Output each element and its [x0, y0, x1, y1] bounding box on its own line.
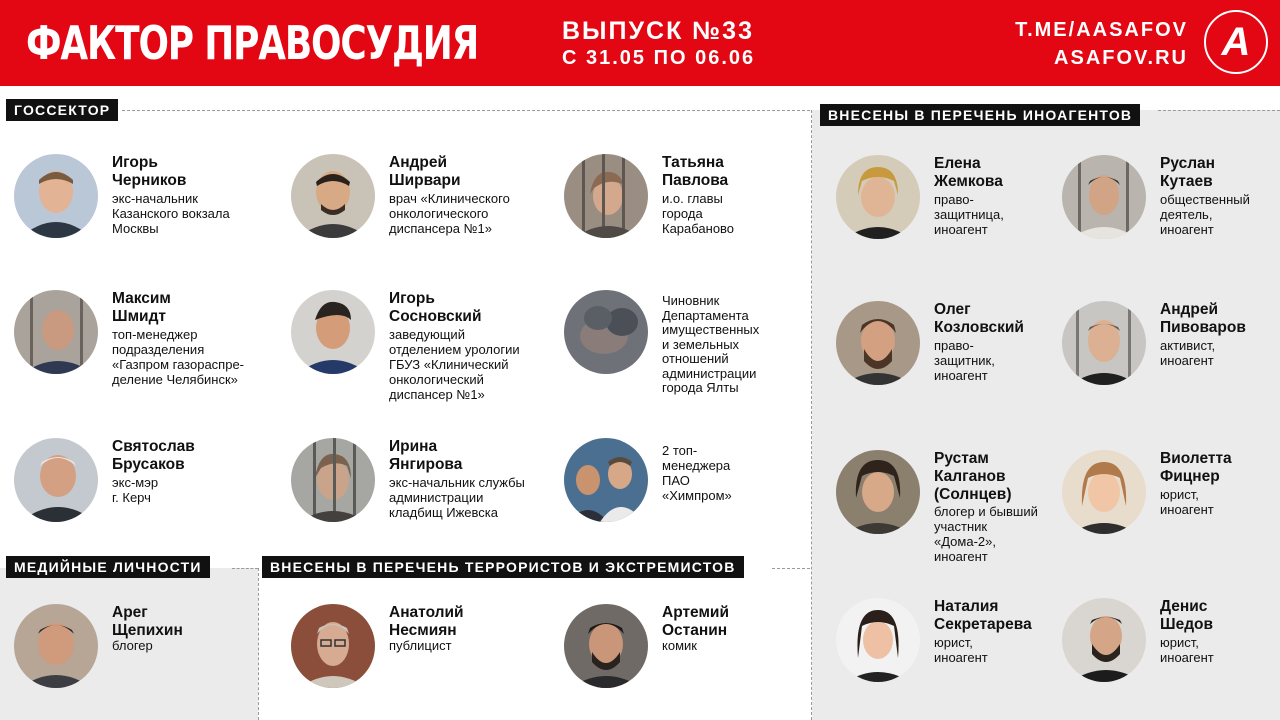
site-link[interactable]: ASAFOV.RU — [1054, 47, 1188, 69]
divider — [122, 110, 810, 111]
brand-title: ФАКТОР ПРАВОСУДИЯ — [26, 16, 479, 70]
person-name: Виолетта Фицнер — [1160, 450, 1232, 485]
person-name: Игорь Сосновский — [389, 290, 482, 325]
person-desc: экс-начальник службы администрации кладбищ Ижевска — [389, 475, 525, 520]
person-name: Максим Шмидт — [112, 290, 171, 325]
person-photo — [836, 450, 920, 534]
person-photo — [291, 438, 375, 522]
person-photo — [564, 290, 648, 374]
person-desc: право- защитница, иноагент — [934, 192, 1004, 237]
person-desc: топ-менеджер подразделения «Газпром газораспре- деление Челябинск» — [112, 327, 245, 387]
person-name: Арег Щепихин — [112, 604, 183, 639]
person-desc: экс-начальник Казанского вокзала Москвы — [112, 191, 230, 236]
person-name: Андрей Ширвари — [389, 154, 461, 189]
divider — [772, 568, 810, 569]
issue-dates: С 31.05 ПО 06.06 — [562, 47, 756, 69]
logo-letter: А — [1221, 20, 1251, 64]
person-name: Наталия Секретарева — [934, 598, 1032, 633]
person-photo — [1062, 301, 1146, 385]
section-terror: ВНЕСЕНЫ В ПЕРЕЧЕНЬ ТЕРРОРИСТОВ И ЭКСТРЕМИСТОВ — [262, 556, 744, 578]
person-desc: общественный деятель, иноагент — [1160, 192, 1250, 237]
person-desc: комик — [662, 638, 697, 653]
person-photo — [291, 604, 375, 688]
person-photo — [291, 154, 375, 238]
person-name: Ирина Янгирова — [389, 438, 463, 473]
person-photo — [564, 604, 648, 688]
section-media: МЕДИЙНЫЕ ЛИЧНОСТИ — [6, 556, 210, 578]
divider — [258, 568, 259, 720]
person-name: Денис Шедов — [1160, 598, 1214, 633]
person-photo — [564, 438, 648, 522]
person-desc: заведующий отделением урологии ГБУЗ «Клинический онкологический диспансер №1» — [389, 327, 520, 402]
person-desc: блогер и бывший участник «Дома-2», иноагент — [934, 504, 1038, 564]
person-desc: и.о. главы города Карабаново — [662, 191, 735, 236]
person-name: Олег Козловский — [934, 301, 1024, 336]
person-desc: 2 топ- менеджера ПАО «Химпром» — [662, 443, 732, 503]
person-name: Руслан Кутаев — [1160, 155, 1216, 190]
divider — [811, 110, 812, 720]
person-photo — [1062, 450, 1146, 534]
person-photo — [291, 290, 375, 374]
person-desc: публицист — [389, 638, 452, 653]
person-photo — [14, 604, 98, 688]
person-name: Артемий Останин — [662, 604, 729, 639]
person-desc: Чиновник Департамента имущественных и земельных отношений администрации города Ялты — [662, 293, 760, 395]
person-desc: врач «Клинического онкологического диспансера №1» — [389, 191, 510, 236]
header-bar — [0, 0, 1280, 86]
person-desc: юрист, иноагент — [1160, 635, 1214, 665]
section-gossector: ГОССЕКТОР — [6, 99, 118, 121]
person-photo — [14, 438, 98, 522]
person-photo — [14, 290, 98, 374]
person-name: Татьяна Павлова — [662, 154, 729, 189]
person-desc: блогер — [112, 638, 153, 653]
person-desc: право- защитник, иноагент — [934, 338, 995, 383]
person-photo — [1062, 155, 1146, 239]
section-inoagents: ВНЕСЕНЫ В ПЕРЕЧЕНЬ ИНОАГЕНТОВ — [820, 104, 1140, 126]
person-photo — [564, 154, 648, 238]
person-photo — [1062, 598, 1146, 682]
person-desc: активист, иноагент — [1160, 338, 1216, 368]
person-name: Андрей Пивоваров — [1160, 301, 1246, 336]
person-name: Игорь Черников — [112, 154, 187, 189]
person-photo — [836, 155, 920, 239]
divider — [1158, 110, 1280, 111]
person-photo — [14, 154, 98, 238]
person-name: Святослав Брусаков — [112, 438, 195, 473]
person-desc: юрист, иноагент — [934, 635, 988, 665]
issue-number: ВЫПУСК №33 — [562, 17, 754, 45]
person-photo — [836, 301, 920, 385]
person-desc: экс-мэр г. Керч — [112, 475, 159, 505]
person-name: Елена Жемкова — [934, 155, 1003, 190]
person-desc: юрист, иноагент — [1160, 487, 1214, 517]
telegram-link[interactable]: T.ME/AASAFOV — [1015, 19, 1188, 41]
person-name: Анатолий Несмиян — [389, 604, 464, 639]
divider — [232, 568, 258, 569]
person-photo — [836, 598, 920, 682]
logo-icon — [1204, 10, 1268, 74]
person-name: Рустам Калганов (Солнцев) — [934, 450, 1012, 503]
